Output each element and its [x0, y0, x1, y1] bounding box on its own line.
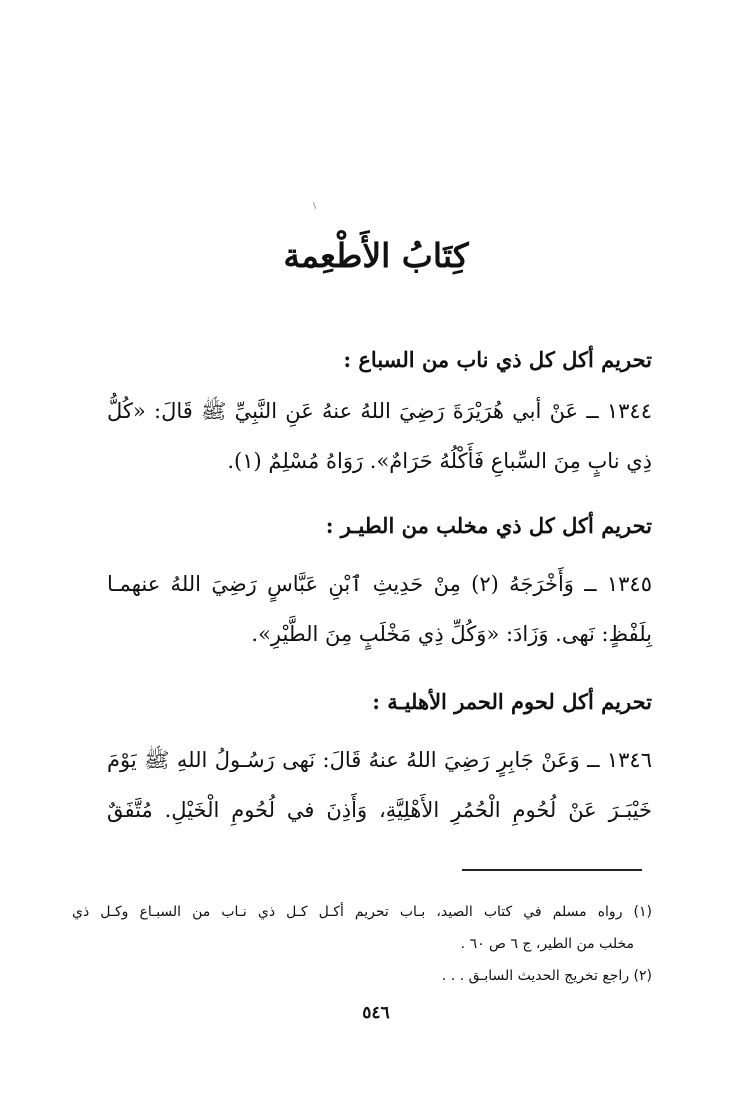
- hadith-1345: [107, 559, 652, 659]
- footnote-line: (٢) راجع تخريج الحديث السابـق . . .: [441, 968, 652, 984]
- section-3: [107, 684, 652, 720]
- hadith-line: بِلَفْظٍ: نَهى. وَزَادَ: «وَكُلِّ ذِي مَخْلَبٍ مِنَ الطَّيْرِ».: [251, 622, 652, 646]
- page-number: ٥٤٦: [362, 1003, 390, 1023]
- footnote-divider: [462, 869, 642, 871]
- section-heading: تحريم أكل كل ذي مخلب من الطيـر :: [325, 513, 652, 538]
- hadith-1346: [107, 735, 652, 835]
- section-heading: تحريم أكل لحوم الحمر الأهليـة :: [372, 689, 652, 714]
- footnotes: [72, 896, 652, 992]
- section-heading: تحريم أكل كل ذي ناب من السباع :: [343, 347, 652, 372]
- hadith-line: خَيْبَـرَ عَنْ لُحُومِ الْحُمُرِ الأَهْلِيَّةِ، وَأَذِنَ في لُحُومِ الْخَيْلِ. مُتَّفَقٌ: [107, 798, 652, 822]
- hadith-line: ١٣٤٤ ــ عَنْ أبي هُرَيْرَةَ رَضِيَ اللهُ عنهُ عَنِ النَّبِيِّ ﷺ قَالَ: «كُلُّ: [107, 399, 652, 423]
- chapter-title: كِتَابُ الأَطْعِمة: [283, 236, 469, 275]
- stray-mark: [313, 202, 316, 209]
- hadith-1344: [107, 386, 652, 486]
- section-1: [107, 342, 652, 378]
- footnote-line: مخلب من الطير، ج ٦ ص ٦٠ .: [460, 936, 634, 952]
- hadith-line: ذِي نابٍ مِنَ السِّباعِ فَأَكْلُهُ حَرَامٌ». رَوَاهُ مُسْلِمٌ (١).: [227, 449, 652, 473]
- footnote-line: (١) رواه مسلم في كتاب الصيد، بـاب تحريم أكـل كـل ذي نـاب من السبـاع وكـل ذي: [72, 904, 652, 920]
- hadith-line: ١٣٤٦ ــ وَعَنْ جَابِرٍ رَضِيَ اللهُ عنهُ قَالَ: نَهى رَسُـولُ اللهِ ﷺ يَوْمَ: [107, 748, 652, 772]
- section-2: [107, 508, 652, 544]
- hadith-line: ١٣٤٥ ــ وَأَخْرَجَهُ (٢) مِنْ حَدِيثِ ٱبْنِ عَبَّاسٍ رَضِيَ اللهُ عنهمـا: [107, 572, 652, 596]
